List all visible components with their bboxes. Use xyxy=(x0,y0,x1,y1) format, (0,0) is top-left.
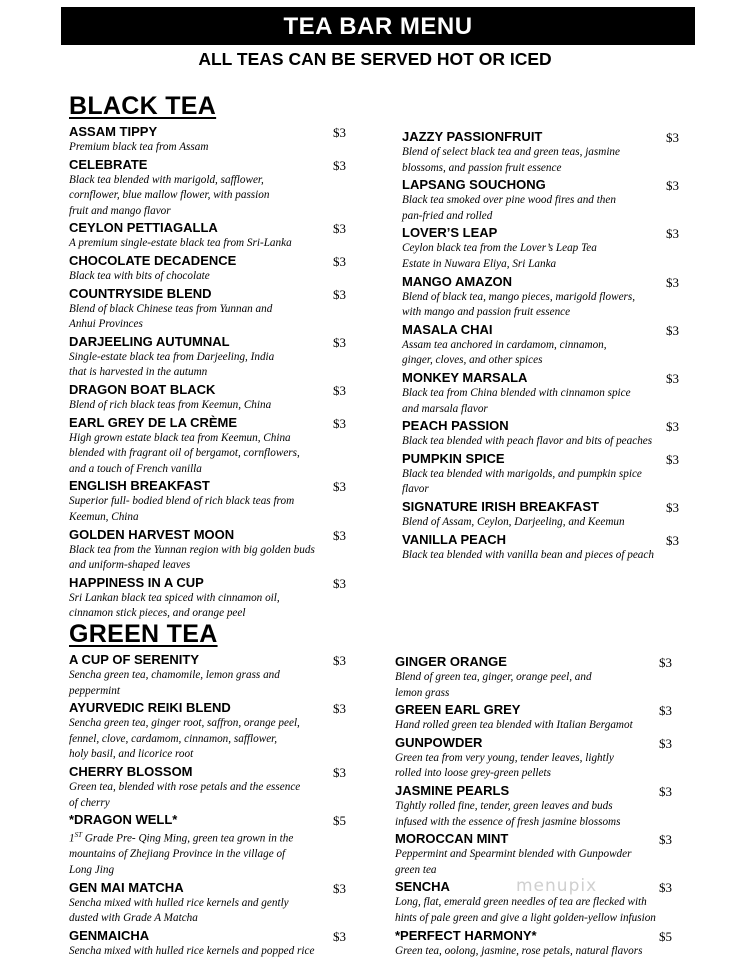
menu-item-description: and uniform-shaped leaves xyxy=(69,559,191,572)
menu-item-price: $3 xyxy=(333,415,346,431)
menu-item-name: GINGER ORANGE xyxy=(395,654,507,669)
menu-item-description: Blend of rich black teas from Keemun, China xyxy=(69,398,272,411)
menu-item-description: Blend of green tea, ginger, orange peel, and xyxy=(395,671,592,683)
menu-item-description: Black tea blended with marigold, safflower, xyxy=(69,173,264,186)
menu-item-description: and marsala flavor xyxy=(402,402,488,415)
menu-item-description: pan-fried and rolled xyxy=(402,209,493,222)
menu-item-price: $3 xyxy=(666,370,679,386)
menu-item-price: $3 xyxy=(333,764,346,780)
menu-item-description: that is harvested in the autumn xyxy=(69,366,208,379)
menu-item xyxy=(69,219,369,252)
menu-item-price: $3 xyxy=(666,130,679,145)
menu-item xyxy=(69,156,369,220)
menu-item-description: fruit and mango flavor xyxy=(69,204,171,217)
menu-item-name: PUMPKIN SPICE xyxy=(402,450,505,466)
menu-item xyxy=(69,651,369,699)
menu-item-description: lemon grass xyxy=(395,686,450,699)
menu-item-name: EARL GREY DE LA CRÈME xyxy=(69,414,238,430)
menu-item-name: CHOCOLATE DECADENCE xyxy=(69,252,237,268)
menu-item-description: Green tea, oolong, jasmine, rose petals, natural flavors xyxy=(395,944,643,957)
green-tea-left-column xyxy=(69,651,369,959)
menu-item-price: $3 xyxy=(333,382,346,398)
menu-item-name: JASMINE PEARLS xyxy=(395,782,510,798)
menu-item-description: Black tea blended with peach flavor and bits of peaches xyxy=(402,435,653,448)
menu-item-description: blossoms, and passion fruit essence xyxy=(402,161,562,174)
menu-item xyxy=(395,830,705,878)
menu-item-price: $3 xyxy=(333,221,346,237)
menu-item xyxy=(69,477,369,525)
menu-item-name: VANILLA PEACH xyxy=(402,531,506,547)
menu-item-name: MONKEY MARSALA xyxy=(402,369,528,385)
menu-item-description: Ceylon black tea from the Lover’s Leap Tea xyxy=(402,242,597,255)
menu-item xyxy=(402,531,702,564)
menu-item-description: Blend of select black tea and green teas, jasmine xyxy=(402,146,620,158)
menu-item-name: JAZZY PASSIONFRUIT xyxy=(402,129,543,144)
menu-item-description: flavor xyxy=(402,483,429,496)
menu-item-name: PEACH PASSION xyxy=(402,418,509,434)
menu-item-description: green tea xyxy=(395,863,437,876)
menu-item-description: mountains of Zhejiang Province in the village of xyxy=(69,848,286,861)
menu-item xyxy=(395,653,705,701)
menu-item-name: GENMAICHA xyxy=(69,927,150,943)
menu-item-description: blended with fragrant oil of bergamot, cornflowers, xyxy=(69,447,300,460)
menu-item-description: cornflower, blue mallow flower, with passion xyxy=(69,189,270,202)
menu-item-description: Black tea blended with vanilla bean and pieces of peach xyxy=(402,548,654,561)
menu-item-name: GOLDEN HARVEST MOON xyxy=(69,526,235,542)
menu-item xyxy=(69,414,369,478)
menu-item-description: of cherry xyxy=(69,796,110,809)
menu-item-price: $3 xyxy=(666,226,679,242)
menu-item xyxy=(402,128,702,176)
menu-item-description: Blend of black Chinese teas from Yunnan and xyxy=(69,302,273,315)
menu-item-description: Sencha green tea, chamomile, lemon grass and xyxy=(69,669,280,681)
menu-subtitle: ALL TEAS CAN BE SERVED HOT OR ICED xyxy=(198,49,552,69)
menu-item xyxy=(69,252,369,285)
menu-item-price: $3 xyxy=(659,655,672,670)
menu-item-description: Hand rolled green tea blended with Italian Bergamot xyxy=(395,719,633,732)
menu-item-description: dusted with Grade A Matcha xyxy=(69,912,198,925)
menu-item-price: $3 xyxy=(333,334,346,350)
menu-item-price: $3 xyxy=(666,274,679,290)
menu-item-name: CHERRY BLOSSOM xyxy=(69,763,193,779)
menu-item-name: AYURVEDIC REIKI BLEND xyxy=(69,700,231,716)
menu-item-price: $3 xyxy=(659,735,672,751)
menu-item-price: $3 xyxy=(666,451,679,467)
menu-item-price: $3 xyxy=(666,419,679,435)
menu-item-name: SENCHA xyxy=(395,879,450,895)
menu-item xyxy=(402,369,702,417)
menu-item xyxy=(402,273,702,321)
menupix-watermark: menupix xyxy=(516,876,598,896)
menu-item-description: A premium single-estate black tea from Sri-Lanka xyxy=(69,237,292,250)
menu-item-name: GREEN EARL GREY xyxy=(395,702,521,718)
menu-item-name: *DRAGON WELL* xyxy=(69,812,178,828)
menu-item xyxy=(69,574,369,622)
menu-item xyxy=(395,701,705,734)
menu-item xyxy=(395,734,705,782)
menu-item-description: Peppermint and Spearmint blended with Gunpowder xyxy=(395,848,632,861)
menu-item-price: $3 xyxy=(333,880,346,896)
menu-item xyxy=(402,417,702,450)
menu-item-price: $3 xyxy=(333,928,346,944)
menu-item xyxy=(69,811,369,879)
menu-item-name: MANGO AMAZON xyxy=(402,273,513,289)
menu-item-price: $3 xyxy=(333,701,346,717)
menu-item-description: Black tea from China blended with cinnamon spice xyxy=(402,386,631,399)
menu-item-name: *PERFECT HARMONY* xyxy=(395,927,537,943)
menu-item-description: Black tea blended with marigolds, and pumpkin spice xyxy=(402,467,642,480)
menu-item-price: $3 xyxy=(659,783,672,799)
menu-item-description: Long, flat, emerald green needles of tea are flecked with xyxy=(395,896,647,909)
menu-item xyxy=(69,123,369,156)
menu-item-description: Superior full- bodied blend of rich black teas from xyxy=(69,495,295,508)
menu-item-name: CEYLON PETTIAGALLA xyxy=(69,220,218,236)
menu-item xyxy=(402,224,702,272)
menu-item-name: MASALA CHAI xyxy=(402,321,493,337)
menu-item-description: Sri Lankan black tea spiced with cinnamon oil, xyxy=(69,591,280,604)
menu-item-description: Blend of Assam, Ceylon, Darjeeling, and Keemun xyxy=(402,515,625,528)
menu-item xyxy=(402,176,702,224)
menu-item-description: Sencha mixed with hulled rice kernels and popped rice xyxy=(69,944,315,957)
menu-item xyxy=(402,498,702,531)
menu-item-name: A CUP OF SERENITY xyxy=(69,652,200,667)
menu-item-price: $5 xyxy=(659,928,672,944)
menu-item-description: Tightly rolled fine, tender, green leaves and buds xyxy=(395,799,613,812)
menu-item-name: GEN MAI MATCHA xyxy=(69,879,184,895)
menu-item-description: cinnamon stick pieces, and orange peel xyxy=(69,607,246,620)
menu-item-price: $3 xyxy=(333,575,346,591)
menu-item-price: $3 xyxy=(333,286,346,302)
menu-item-description: ginger, cloves, and other spices xyxy=(402,354,543,367)
menu-item-description: rolled into loose grey-green pellets xyxy=(395,767,551,780)
menu-item-price: $3 xyxy=(333,653,346,668)
black-tea-left-column xyxy=(69,123,369,622)
menu-item-price: $3 xyxy=(333,479,346,495)
menu-title-banner: TEA BAR MENU xyxy=(61,7,695,45)
menu-item-price: $3 xyxy=(666,322,679,338)
menu-item-name: ASSAM TIPPY xyxy=(69,124,158,139)
menu-item-description: Black tea with bits of chocolate xyxy=(69,269,210,282)
menu-item xyxy=(69,879,369,927)
menu-item-description: Blend of black tea, mango pieces, marigold flowers, xyxy=(402,290,636,303)
menu-item xyxy=(395,927,705,960)
menu-item-description: Black tea smoked over pine wood fires and then xyxy=(402,194,616,207)
menu-item-name: MOROCCAN MINT xyxy=(395,831,509,847)
menu-item-name: GUNPOWDER xyxy=(395,734,483,750)
menu-item xyxy=(69,381,369,414)
menu-item xyxy=(395,782,705,830)
menu-item-price: $3 xyxy=(333,527,346,543)
green-tea-right-column xyxy=(395,653,705,959)
menu-item-description: Green tea, blended with rose petals and the essence xyxy=(69,780,301,793)
menu-item xyxy=(69,333,369,381)
menu-item-description: 1ST Grade Pre- Qing Ming, green tea grown in the xyxy=(69,831,294,845)
menu-item-description: Sencha green tea, ginger root, saffron, orange peel, xyxy=(69,717,300,730)
menu-item-description: Sencha mixed with hulled rice kernels and gently xyxy=(69,896,289,909)
menu-item-price: $3 xyxy=(333,253,346,269)
menu-item-description: Estate in Nuwara Eliya, Sri Lanka xyxy=(402,257,557,270)
menu-item-description: holy basil, and licorice root xyxy=(69,748,194,761)
menu-item-price: $3 xyxy=(666,499,679,515)
menu-item-name: LOVER’S LEAP xyxy=(402,225,498,241)
menu-item-name: HAPPINESS IN A CUP xyxy=(69,574,204,590)
menu-item-description: and a touch of French vanilla xyxy=(69,462,202,475)
menu-item-description: Keemun, China xyxy=(69,510,139,523)
menu-item-description: hints of pale green and give a light golden-yellow infusion xyxy=(395,911,656,924)
menu-item xyxy=(69,927,369,960)
menu-item-price: $3 xyxy=(659,832,672,848)
menu-item-price: $3 xyxy=(659,880,672,896)
menu-item xyxy=(69,699,369,763)
menu-item-description: peppermint xyxy=(69,684,120,697)
menu-item-description: with mango and passion fruit essence xyxy=(402,306,571,319)
menu-item xyxy=(69,763,369,811)
black-tea-right-column xyxy=(402,128,702,563)
menu-item-price: $3 xyxy=(666,532,679,548)
menu-item-name: COUNTRYSIDE BLEND xyxy=(69,285,212,301)
menu-item xyxy=(69,285,369,333)
green-tea-heading: GREEN TEA xyxy=(69,620,218,648)
menu-item-description: Anhui Provinces xyxy=(69,318,143,331)
menu-item-name: SIGNATURE IRISH BREAKFAST xyxy=(402,498,599,514)
menu-item-description: infused with the essence of fresh jasmine blossoms xyxy=(395,815,621,828)
menu-item-description: Green tea from very young, tender leaves, lightly xyxy=(395,751,614,764)
menu-item-description: Assam tea anchored in cardamom, cinnamon, xyxy=(402,338,607,351)
menu-item-price: $3 xyxy=(333,125,346,140)
menu-item-description: Long Jing xyxy=(69,864,115,877)
black-tea-heading: BLACK TEA xyxy=(69,92,217,120)
menu-item-name: LAPSANG SOUCHONG xyxy=(402,177,546,193)
menu-item-description: fennel, clove, cardamom, cinnamon, safflower, xyxy=(69,732,278,745)
menu-item-name: DARJEELING AUTUMNAL xyxy=(69,333,230,349)
menu-item xyxy=(402,321,702,369)
menu-item-price: $3 xyxy=(659,703,672,719)
menu-item-price: $5 xyxy=(333,813,346,829)
menu-item-name: CELEBRATE xyxy=(69,156,148,172)
menu-item-price: $3 xyxy=(666,178,679,194)
menu-item xyxy=(69,526,369,574)
menu-item xyxy=(402,450,702,498)
menu-item-description: High grown estate black tea from Keemun, China xyxy=(69,431,291,444)
menu-item-name: ENGLISH BREAKFAST xyxy=(69,478,210,494)
menu-item-description: Premium black tea from Assam xyxy=(69,141,209,153)
menu-item-name: DRAGON BOAT BLACK xyxy=(69,381,216,397)
menu-item-price: $3 xyxy=(333,157,346,173)
menu-item-description: Single-estate black tea from Darjeeling, India xyxy=(69,350,275,363)
menu-item-description: Black tea from the Yunnan region with big golden buds xyxy=(69,543,315,556)
